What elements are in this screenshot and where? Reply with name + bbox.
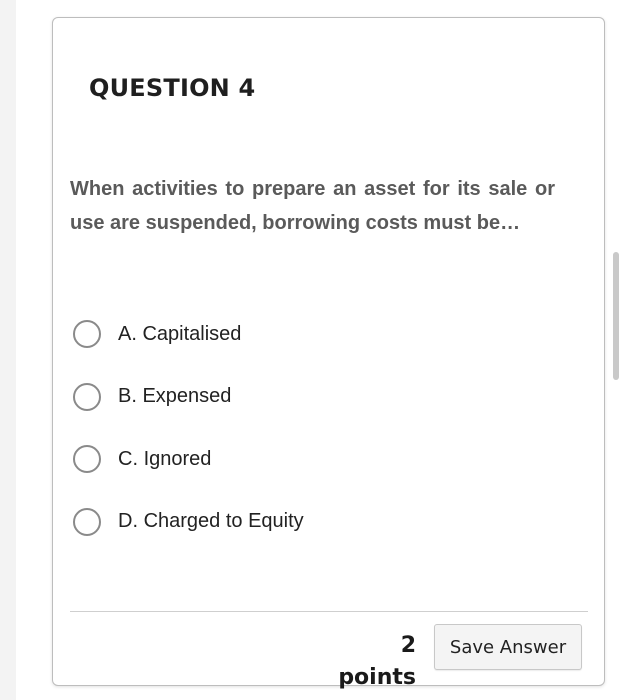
left-gutter [0, 0, 16, 700]
option-a-text: Capitalised [142, 322, 242, 345]
scrollbar-thumb[interactable] [613, 252, 619, 380]
answer-options [73, 303, 543, 553]
points-label: 2 points [338, 633, 416, 690]
option-a-letter: A. [118, 322, 137, 345]
option-d-text: Charged to Equity [143, 510, 304, 533]
option-b[interactable] [73, 366, 543, 429]
option-c[interactable] [73, 428, 543, 491]
question-text: When activities to prepare an asset for its sale or use are suspended, borrowing costs must be… [70, 178, 555, 234]
option-d-letter: D. [118, 510, 138, 533]
footer-divider [70, 611, 588, 612]
question-card [52, 17, 605, 690]
option-d[interactable] [73, 491, 543, 554]
radio-button-d[interactable] [73, 508, 101, 536]
option-a[interactable] [73, 303, 543, 366]
question-title: QUESTION 4 [89, 74, 256, 102]
option-a-label[interactable] [118, 323, 241, 346]
option-c-label[interactable] [118, 448, 211, 471]
option-d-label[interactable] [118, 510, 304, 533]
option-b-letter: B. [118, 385, 137, 408]
option-b-text: Expensed [142, 385, 232, 408]
option-c-letter: C. [118, 447, 138, 470]
option-c-text: Ignored [143, 447, 212, 470]
save-answer-button[interactable]: Save Answer [434, 624, 582, 670]
option-b-label[interactable] [118, 385, 231, 408]
radio-button-c[interactable] [73, 445, 101, 473]
radio-button-b[interactable] [73, 383, 101, 411]
radio-button-a[interactable] [73, 320, 101, 348]
